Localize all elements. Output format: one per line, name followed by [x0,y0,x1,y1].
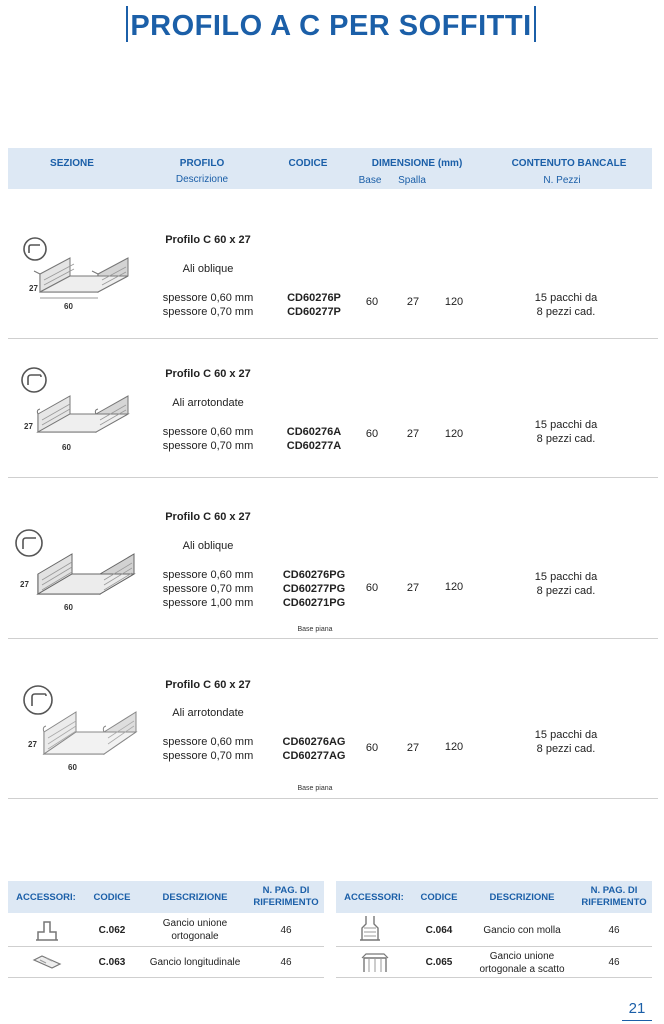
header-base: Base [358,175,382,186]
profile-name: Profilo C 60 x 27 [165,511,251,523]
profile-spessori: spessore 0,60 mm spessore 0,70 mm [162,426,254,452]
accessories-right-header [336,881,652,913]
header-spalla: Spalla [398,175,426,186]
contenuto-bancale: 15 pacchi da 8 pezzi cad. [534,571,598,597]
dim-base: 60 [365,582,379,594]
acc-header-pag: N. PAG. DI RIFERIMENTO [581,885,647,908]
dim-height-label: 27 [20,580,29,589]
profile-spessori: spessore 0,60 mm spessore 0,70 mm [162,292,254,318]
profile-ali: Ali arrotondate [172,397,244,409]
c-profile-oblique-icon [26,252,136,319]
acc-pagina: 46 [608,957,620,968]
acc-header-codice: CODICE [93,892,131,903]
row-divider [8,338,658,339]
page-number: 21 [628,1000,646,1017]
dim-lunghezza: 120 [444,428,464,440]
profile-spessori: spessore 0,60 mm spessore 0,70 mm spessore 1,00 mm [162,569,254,609]
acc-descrizione: Gancio unione ortogonale [162,918,228,942]
dim-width-label: 60 [64,302,73,311]
accessories-left-header [8,881,324,913]
profile-ali: Ali oblique [182,540,234,552]
dim-lunghezza: 120 [444,581,464,593]
dim-base: 60 [365,296,379,308]
acc-pagina: 46 [608,925,620,936]
acc-divider [8,946,324,947]
acc-header-pag: N. PAG. DI RIFERIMENTO [253,885,319,908]
row-divider [8,798,658,799]
profile-codici: CD60276P CD60277P [287,292,341,318]
row-divider [8,638,658,639]
profile-name: Profilo C 60 x 27 [165,368,251,380]
dim-lunghezza: 120 [444,296,464,308]
c-profile-rounded-icon [30,388,138,453]
dim-spalla: 27 [406,428,420,440]
acc-codice: C.064 [425,925,453,936]
title-frame [126,6,536,42]
contenuto-bancale: 15 pacchi da 8 pezzi cad. [534,292,598,318]
header-codice: CODICE [288,158,328,169]
page-number-underline [622,1020,652,1021]
acc-codice: C.062 [98,925,126,936]
dim-lunghezza: 120 [444,741,464,753]
dim-base: 60 [365,742,379,754]
profile-codici: CD60276AG CD60277AG [282,736,346,762]
profile-name: Profilo C 60 x 27 [165,234,251,246]
header-sezione: SEZIONE [50,158,94,169]
acc-descrizione: Gancio unione ortogonale a scatto [479,951,565,975]
dim-width-label: 60 [62,443,71,452]
row-divider [8,477,658,478]
contenuto-bancale: 15 pacchi da 8 pezzi cad. [534,729,598,755]
profile-ali: Ali oblique [182,263,234,275]
dim-height-label: 27 [29,284,38,293]
acc-divider [336,977,652,978]
acc-pagina: 46 [280,957,292,968]
profile-codici: CD60276PG CD60277PG CD60271PG [282,569,346,609]
acc-codice: C.063 [98,957,126,968]
acc-pagina: 46 [280,925,292,936]
dim-base: 60 [365,428,379,440]
dim-width-label: 60 [64,603,73,612]
contenuto-bancale: 15 pacchi da 8 pezzi cad. [534,419,598,445]
dim-spalla: 27 [406,742,420,754]
acc-header-codice: CODICE [420,892,458,903]
header-descrizione: Descrizione [175,174,229,185]
hook-orthogonal-icon [34,918,60,949]
header-contenuto: CONTENUTO BANCALE [511,158,627,169]
dim-height-label: 27 [28,740,37,749]
profile-spessori: spessore 0,60 mm spessore 0,70 mm [162,736,254,762]
base-note: Base piana [297,626,333,633]
dim-width-label: 60 [68,763,77,772]
acc-header-descrizione: DESCRIZIONE [162,892,228,903]
profile-name: Profilo C 60 x 27 [165,679,251,691]
dim-spalla: 27 [406,582,420,594]
acc-divider [336,946,652,947]
c-profile-oblique-flat-icon [32,548,144,611]
main-table-header [8,148,652,189]
dim-height-label: 27 [24,422,33,431]
acc-header-descrizione: DESCRIZIONE [489,892,555,903]
header-profilo: PROFILO [179,158,225,169]
dim-spalla: 27 [406,296,420,308]
base-note: Base piana [297,785,333,792]
header-dimensione: DIMENSIONE (mm) [371,158,463,169]
c-profile-rounded-flat-icon [38,704,146,771]
profile-codici: CD60276A CD60277A [286,426,342,452]
acc-descrizione: Gancio longitudinale [149,957,241,968]
profile-ali: Ali arrotondate [172,707,244,719]
acc-codice: C.065 [425,957,453,968]
acc-header-accessori: ACCESSORI: [344,892,404,903]
acc-divider [8,977,324,978]
acc-header-accessori: ACCESSORI: [16,892,76,903]
spring-hook-icon [358,914,382,949]
header-n-pezzi: N. Pezzi [543,175,581,186]
acc-descrizione: Gancio con molla [483,925,561,936]
hook-longitudinal-icon [32,952,62,977]
page-title: PROFILO A C PER SOFFITTI [130,10,532,42]
